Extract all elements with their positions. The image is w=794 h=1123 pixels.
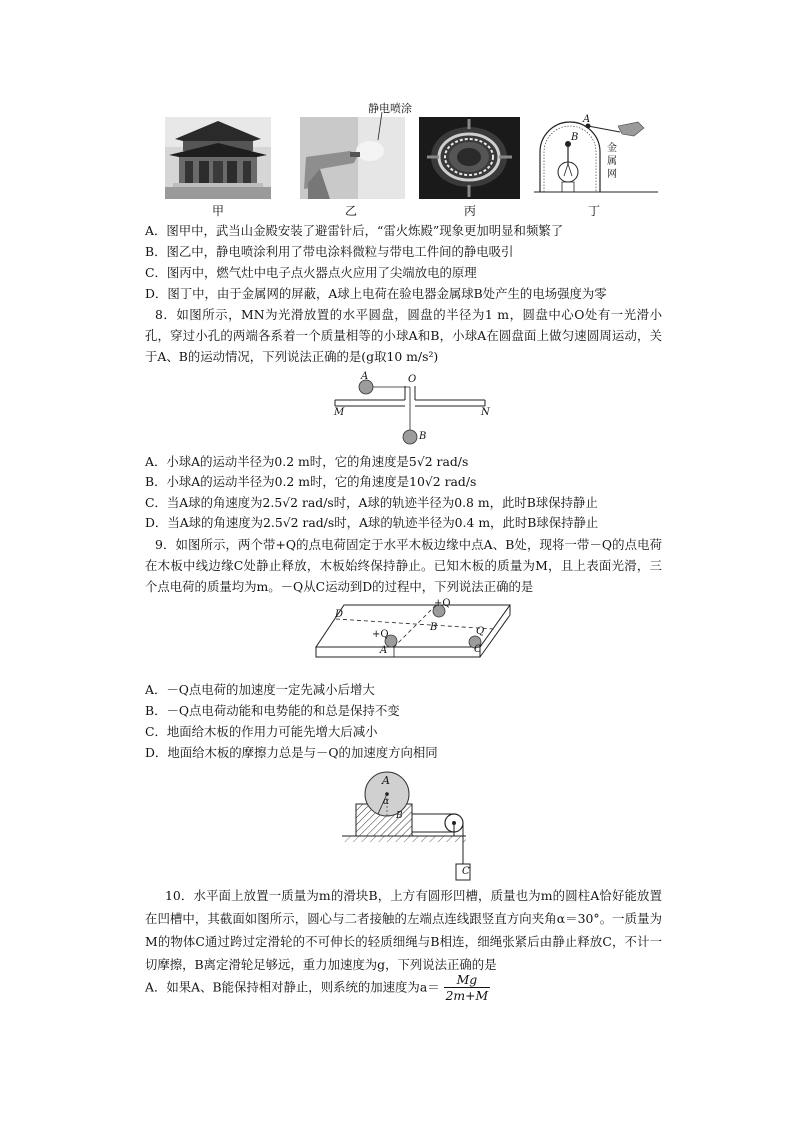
q10-fraction xyxy=(444,972,491,1003)
spray-label: 静电喷涂 xyxy=(368,102,412,115)
photo-spray xyxy=(300,117,405,199)
q8-fig-a: A xyxy=(361,371,369,382)
net-char-2: 属 xyxy=(607,156,617,167)
q8-fig-o: O xyxy=(408,374,417,385)
q9-fig-a: A xyxy=(380,645,388,656)
caption-ding: 丁 xyxy=(588,204,601,218)
q10-fig-alpha: α xyxy=(383,797,390,807)
q8-fig-n: N xyxy=(481,407,490,418)
q9-fig-plus-q-top: +Q xyxy=(434,598,451,609)
ding-label-net xyxy=(607,142,619,181)
q9-fig-b: B xyxy=(430,622,438,633)
q9-fig-minus-q: Q xyxy=(476,626,485,637)
caption-bing: 丙 xyxy=(464,204,477,218)
net-char-1: 金 xyxy=(607,143,617,154)
q10-option-a-text: A．如果A、B能保持相对静止，则系统的加速度为a＝ xyxy=(145,979,440,995)
q8-option-c: C．当A球的角速度为2.5√2 rad/s时，A球的轨迹半径为0.8 m，此时B球保持静止 xyxy=(145,495,598,510)
q7-option-c: C．图丙中，燃气灶中电子点火器点火应用了尖端放电的原理 xyxy=(145,265,477,280)
q10-fig-a: A xyxy=(382,774,390,787)
q10-stem: 10．水平面上放置一质量为m的滑块B，上方有圆形凹槽，质量也为m的圆柱A恰好能放置在凹槽中，其截面如图所示，圆心与二者接触的左端点连线跟竖直方向夹角α＝30°。一质量为M的物体C通过跨过定滑轮的不可伸长的轻质细绳与B相连，细绳张紧后由静止释放C，不计一切摩擦，B离定滑轮足够远，重力加速度为g，下列说法正确的是 xyxy=(145,888,662,972)
q8-fig-b: B xyxy=(419,431,427,442)
q8-option-a: A．小球A的运动半径为0.2 m时，它的角速度是5√2 rad/s xyxy=(145,454,469,469)
spray-pointer xyxy=(376,112,388,142)
ding-label-b: B xyxy=(571,132,579,143)
q9-option-c: C．地面给木板的作用力可能先增大后减小 xyxy=(145,724,378,739)
q7-option-b: B．图乙中，静电喷涂利用了带电涂料微粒与带电工件间的静电吸引 xyxy=(145,244,514,259)
q9-fig-c: C xyxy=(474,644,482,655)
temple-image xyxy=(165,117,271,199)
q9-fig-plus-q-left: +Q xyxy=(372,629,389,640)
spray-image xyxy=(300,117,405,199)
caption-jia: 甲 xyxy=(212,204,225,218)
q7-option-a: A．图甲中，武当山金殿安装了避雷针后，“雷火炼殿”现象更加明显和频繁了 xyxy=(145,223,564,238)
q7-option-d: D．图丁中，由于金属网的屏蔽，A球上电荷在验电器金属球B处产生的电场强度为零 xyxy=(145,286,607,301)
q10-fig-c: C xyxy=(462,866,470,877)
stove-image xyxy=(419,117,520,199)
q10-option-a xyxy=(145,972,490,1003)
q9-stem: 9．如图所示，两个带+Q的点电荷固定于水平木板边缘中点A、B处，现将一带－Q的点电荷在木板中线边缘C处静止释放，木板始终保持静止。已知木板的质量为M，且上表面光滑，三个点电荷的质量均为m。－Q从C运动到D的过程中，下列说法正确的是 xyxy=(145,537,662,594)
photo-stove xyxy=(419,117,520,199)
fraction-denominator: 2m+M xyxy=(445,988,489,1003)
electroscope-drawing xyxy=(534,112,658,194)
q10-figure xyxy=(342,768,476,884)
q8-stem: 8．如图所示，MN为光滑放置的水平圆盘，圆盘的半径为1 m，圆盘中心O处有一光滑小孔，穿过小孔的两端各系着一个质量相等的小球A和B，小球A在圆盘面上做匀速圆周运动，关于A、B的运动情况，下列说法正确的是(g取10 m/s²) xyxy=(145,307,662,364)
q9-option-a: A．－Q点电荷的加速度一定先减小后增大 xyxy=(145,682,375,697)
q10-fig-b: B xyxy=(396,811,403,821)
q8-option-b: B．小球A的运动半径为0.2 m时，它的角速度是10√2 rad/s xyxy=(145,474,477,489)
q9-option-d: D．地面给木板的摩擦力总是与－Q的加速度方向相同 xyxy=(145,745,438,760)
q9-fig-d: D xyxy=(335,609,344,620)
fraction-numerator: Mg xyxy=(444,972,491,988)
q8-option-d: D．当A球的角速度为2.5√2 rad/s时，A球的轨迹半径为0.4 m，此时B球保持静止 xyxy=(145,515,599,530)
caption-yi: 乙 xyxy=(345,204,358,218)
ding-label-a: A xyxy=(583,114,591,125)
q8-fig-m: M xyxy=(334,407,345,418)
q9-option-b: B．－Q点电荷动能和电势能的和总是保持不变 xyxy=(145,703,400,718)
net-char-3: 网 xyxy=(607,169,617,180)
photo-temple xyxy=(165,117,271,199)
